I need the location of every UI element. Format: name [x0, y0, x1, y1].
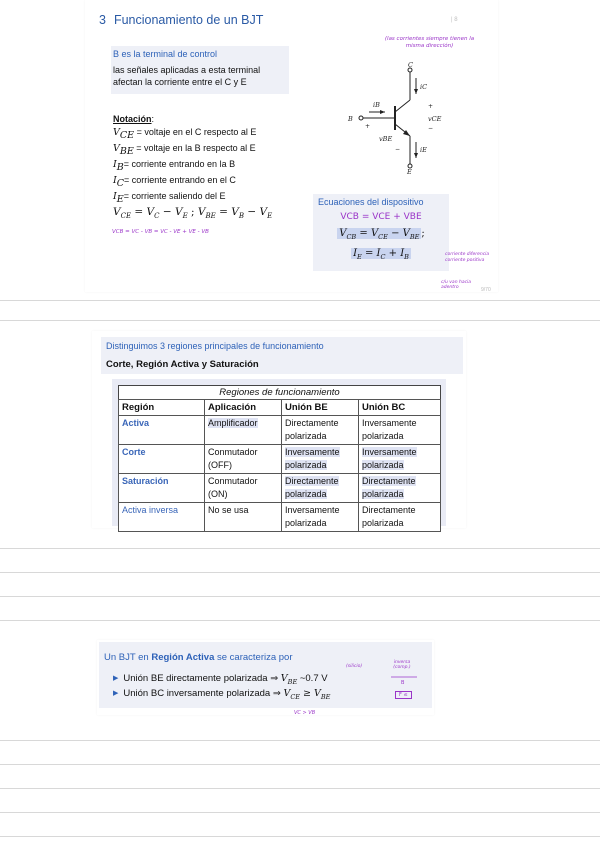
table-cell: Directamente polarizada — [282, 474, 359, 503]
base-terminal — [359, 116, 363, 120]
handwritten-b-mark: B — [401, 680, 405, 686]
label-b: B — [348, 115, 353, 123]
table-cell: Inversamente polarizada — [359, 416, 441, 445]
slide-title — [99, 13, 263, 27]
page-rule — [0, 548, 600, 549]
notation-line: $V_{BE}$ = voltaje en la B respecto al E — [113, 143, 256, 157]
device-equations-block — [313, 194, 449, 271]
handwritten-vcb-equation: VCB = VCE + VBE — [340, 212, 422, 222]
ie-arrowhead — [414, 153, 418, 158]
page-rule — [0, 740, 600, 741]
handwritten-side-note-2: c/u van hacia adentro — [441, 280, 472, 290]
notation-list: Notación: $V_{CE}$ = voltaje en el C respecto al E $V_{BE}$ = voltaje en la B respecto al E $I_B=$ corriente entrando en la B $I_C=$ corriente entrando en el C $I_E=$ corriente saliendo del E — [113, 113, 313, 206]
bullet-icon: ▶ — [113, 675, 119, 682]
section-number: 3 — [99, 13, 106, 27]
active-region-block — [99, 642, 432, 708]
handwritten-side-note: corriente diferencia corriente positiva — [445, 252, 490, 263]
table-caption: Regiones de funcionamiento — [118, 385, 441, 399]
ic-arrowhead — [414, 89, 418, 94]
slide-page-number: 9/70 — [481, 287, 491, 293]
block-subheading: Corte, Región Activa y Saturación — [106, 359, 259, 370]
regions-table-wrapper — [112, 379, 446, 526]
table-cell: Inversamente polarizada — [282, 503, 359, 532]
table-cell: Inversamente polarizada — [282, 445, 359, 474]
table-cell: Activa — [119, 416, 205, 445]
page-rule — [0, 764, 600, 765]
table-cell: Conmutador (OFF) — [205, 445, 282, 474]
ib-arrowhead — [380, 110, 385, 114]
vce-plus: + — [428, 103, 434, 110]
table-cell: Amplificador — [205, 416, 282, 445]
section-title: Funcionamiento de un BJT — [113, 13, 264, 27]
notation-heading: Notación — [113, 114, 152, 124]
page-rule — [0, 620, 600, 621]
bullet-item: ▶ Unión BE directamente polarizada ⇒ $V_{BE}$ ~0.7 V — [113, 673, 328, 686]
slide-operating-regions — [92, 331, 466, 528]
table-header: Unión BC — [359, 400, 441, 416]
slide-active-region — [97, 640, 434, 715]
block-heading: Distinguimos 3 regiones principales de funcionamiento — [106, 341, 324, 351]
page-rule — [0, 836, 600, 837]
table-header: Unión BE — [282, 400, 359, 416]
table-cell: Inversamente polarizada — [359, 445, 441, 474]
block-body: las señales aplicadas a esta terminal afectan la corriente entre el C y E — [113, 65, 261, 87]
handwritten-note-currents: (las corrientes siempre tienen la misma dirección) — [384, 36, 475, 49]
table-row — [119, 416, 441, 445]
regions-table — [118, 385, 441, 532]
label-ic: iC — [420, 83, 428, 91]
label-vce: vCE — [428, 115, 442, 123]
table-header: Región — [119, 400, 205, 416]
control-terminal-block — [111, 46, 289, 94]
voltage-equation: $V_{CE} = V_C - V_E$ ; $V_{BE} = V_B - V_E$ — [113, 206, 273, 221]
block-heading: B es la terminal de control — [113, 49, 218, 59]
block-heading: Un BJT en Región Activa se caracteriza por — [104, 652, 293, 663]
table-cell: Directamente polarizada — [359, 474, 441, 503]
npn-transistor-diagram — [345, 60, 465, 175]
label-c: C — [408, 61, 413, 69]
handwritten-inverse-note: inversa (comp.) — [393, 660, 411, 670]
page-rule — [0, 812, 600, 813]
table-row — [119, 474, 441, 503]
table-cell: Saturación — [119, 474, 205, 503]
notation-line: $V_{CE}$ = voltaje en el C respecto al E — [113, 127, 257, 141]
handwritten-silicon-note: (silicio) — [346, 664, 363, 669]
slide-page-mark: | 8 — [451, 17, 458, 23]
label-vbe: vBE — [379, 135, 393, 143]
vce-minus: − — [428, 125, 434, 132]
table-cell: Corte — [119, 445, 205, 474]
collector-branch — [395, 100, 410, 112]
table-cell: Activa inversa — [119, 503, 205, 532]
page-rule — [0, 572, 600, 573]
vbe-plus: + — [365, 123, 371, 130]
block-heading: Ecuaciones del dispositivo — [318, 197, 424, 207]
page-rule — [0, 300, 600, 301]
page-rule — [0, 788, 600, 789]
notation-line: $I_B=$ corriente entrando en la B — [113, 159, 236, 173]
table-cell: Directamente polarizada — [282, 416, 359, 445]
table-row — [119, 503, 441, 532]
handwritten-vcb-derivation: VCB = VC - VB = VC - VE + VE - VB — [112, 229, 209, 235]
page-rule — [0, 596, 600, 597]
vbe-minus: − — [395, 146, 401, 153]
label-ie: iE — [420, 146, 427, 154]
table-row — [119, 445, 441, 474]
handwritten-box: F ≤ — [395, 691, 412, 699]
bullet-item: ▶ Unión BC inversamente polarizada ⇒ $V_{CE} \ge V_{BE}$ — [113, 688, 331, 701]
table-header-row — [119, 400, 441, 416]
table-cell: Directamente polarizada — [359, 503, 441, 532]
label-ib: iB — [373, 101, 380, 109]
table-cell: Conmutador (ON) — [205, 474, 282, 503]
slide-bjt-operation — [85, 0, 498, 292]
handwritten-sketch — [389, 672, 419, 686]
notation-line: $I_C=$ corriente entrando en el C — [113, 175, 236, 189]
label-e: E — [407, 168, 412, 175]
table-header: Aplicación — [205, 400, 282, 416]
table-cell: No se usa — [205, 503, 282, 532]
notation-line: $I_E=$ corriente saliendo del E — [113, 191, 226, 205]
bullet-icon: ▶ — [113, 690, 119, 697]
page-rule — [0, 320, 600, 321]
eq-ie: $I_E = I_C + I_B$ — [353, 248, 409, 261]
handwritten-vc-vb: VC > VB — [294, 710, 316, 716]
eq-vcb: $V_{CB} = V_{CE} - V_{BE}$ ; — [339, 228, 425, 241]
regions-block — [101, 337, 463, 374]
